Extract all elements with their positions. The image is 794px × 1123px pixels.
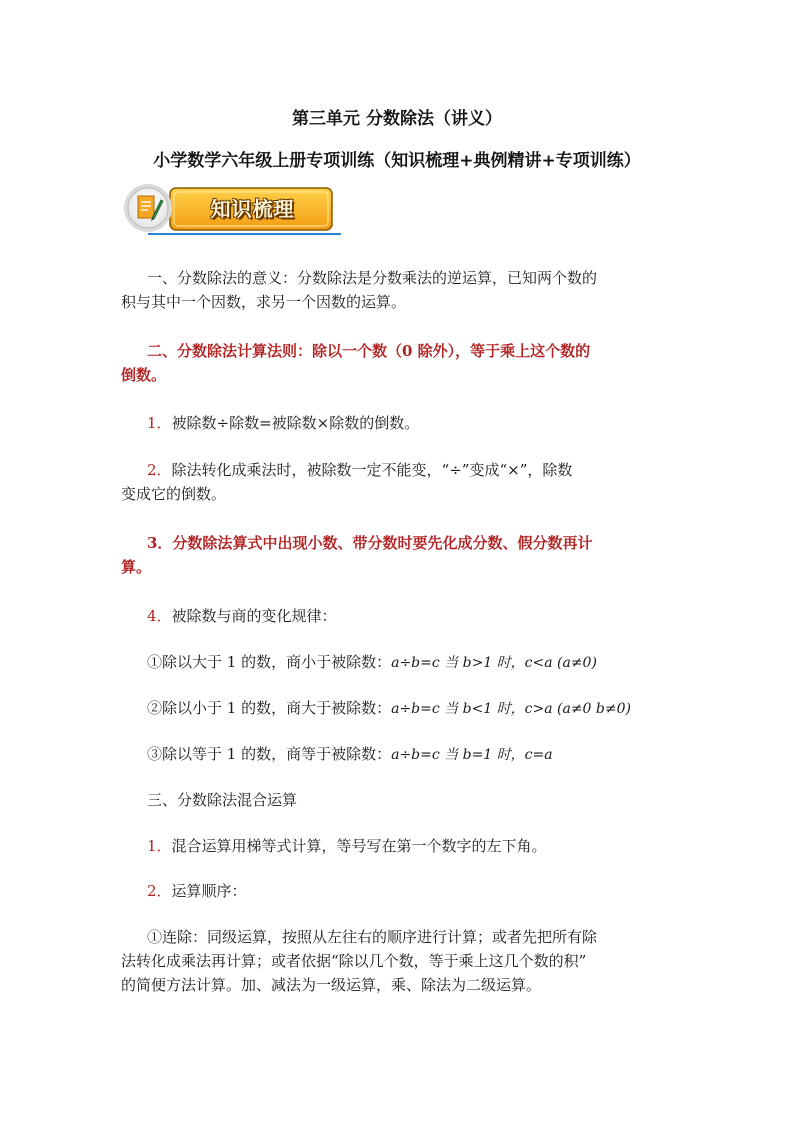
item-text: 被除数÷除数=被除数×除数的倒数。 [171,414,420,432]
item-number: 2． [147,882,172,900]
case-text: ①除以大于 1 的数，商小于被除数： [147,653,392,671]
text-line: 3．分数除法算式中出现小数、带分数时要先化成分数、假分数再计 [147,534,593,552]
rule-item-4 [121,604,666,628]
item-number: 4． [147,607,172,625]
text-line: 的简便方法计算。加、减法为一级运算，乘、除法为二级运算。 [121,976,542,994]
rule-item-3 [121,531,666,579]
text-line: 变成它的倒数。 [121,485,227,503]
case-formula: a÷b=c 当 b>1 时，c<a (a≠0) [391,655,597,671]
section-3-title [121,788,666,812]
case-text: ③除以等于 1 的数，商等于被除数： [147,745,392,763]
case-text: ②除以小于 1 的数，商大于被除数： [147,699,392,717]
text-line: 倒数。 [121,366,167,384]
text-line: 法转化成乘法再计算；或者依据“除以几个数，等于乘上这几个数的积” [121,952,587,970]
badge-underline [148,233,341,235]
rule-text: 计算法则：除以一个数（0 除外），等于乘上这个数的 [237,342,591,360]
case-2 [121,696,681,721]
case-3 [121,742,681,767]
item-text: 混合运算用梯等式计算，等号写在第一个数字的左下角。 [171,837,547,855]
text-line: 算。 [121,558,152,576]
notebook-pencil-icon [134,192,164,224]
text-line: 积与其中一个因数，求另一个因数的运算。 [121,293,407,311]
item-text: 运算顺序： [171,882,247,900]
text-line: 一、分数除法的意义：分数除法是分数乘法的逆运算，已知两个数的 [147,269,598,287]
document-title: 第三单元 分数除法（讲义） [292,109,502,129]
case-1 [121,650,681,675]
text-line: ①连除：同级运算，按照从左往右的顺序进行计算；或者先把所有除 [147,928,598,946]
section-3-item-2 [121,879,666,903]
item-number: 1． [147,837,172,855]
paragraph-rule [121,339,666,387]
item-number: 1． [147,414,172,432]
badge-label: 知识梳理 [210,197,295,221]
case-formula: a÷b=c 当 b=1 时，c=a [391,747,553,763]
order-paragraph [121,925,666,997]
rule-item-1 [121,411,666,435]
item-text: 被除数与商的变化规律： [171,607,337,625]
rule-item-2 [121,458,666,506]
paragraph-meaning [121,266,666,314]
section-heading: 三、分数除法混合运算 [147,791,298,809]
case-formula: a÷b=c 当 b<1 时，c>a (a≠0 b≠0) [391,701,631,717]
document-subtitle: 小学数学六年级上册专项训练（知识梳理+典例精讲+专项训练） [153,151,641,171]
rule-prefix: 二、分数除法 [147,342,238,360]
section-3-item-1 [121,834,666,858]
item-number: 2． [147,461,172,479]
item-text: 除法转化成乘法时，被除数一定不能变，“÷”变成“×”，除数 [171,461,573,479]
